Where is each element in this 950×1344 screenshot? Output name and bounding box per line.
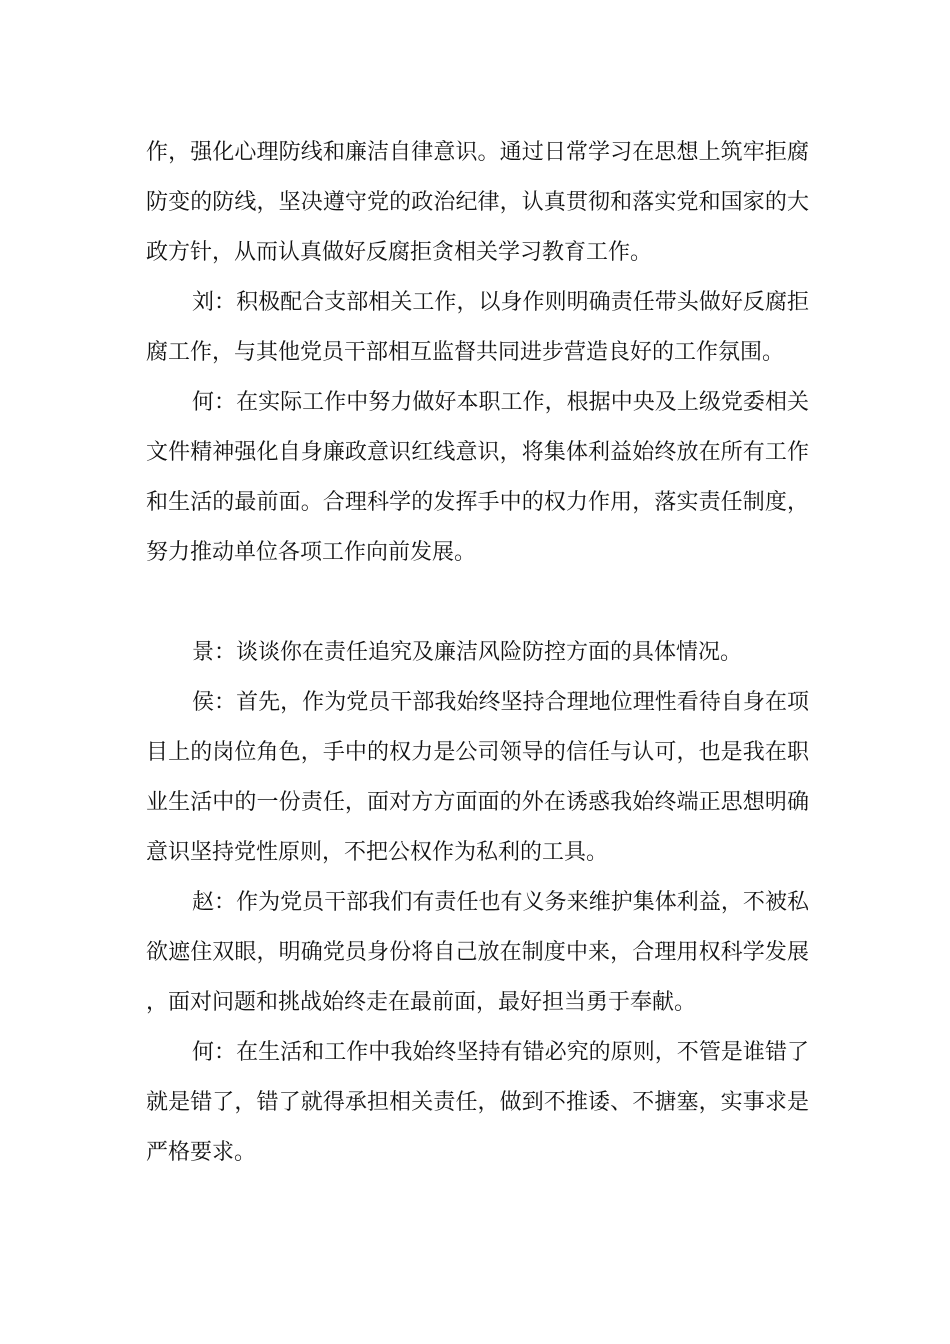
paragraph-jing-question: 景：谈谈你在责任追究及廉洁风险防控方面的具体情况。 bbox=[192, 640, 743, 665]
paragraph-he-1: 何：在实际工作中努力做好本职工作，根据中央及上级党委相关文件精神强化自身廉政意识红线意识，将集体利益始终放在所有工作和生活的最前面。合理科学的发挥手中的权力作用，落实责任制度，努力推动单位各项工作向前发展。 bbox=[146, 390, 809, 565]
paragraph-liu: 刘：积极配合支部相关工作，以身作则明确责任带头做好反腐拒腐工作，与其他党员干部相互监督共同进步营造良好的工作氛围。 bbox=[146, 290, 809, 365]
paragraph-he-2: 何：在生活和工作中我始终坚持有错必究的原则，不管是谁错了就是错了，错了就得承担相关责任，做到不推诿、不搪塞，实事求是严格要求。 bbox=[146, 1040, 809, 1165]
paragraph-zhao: 赵：作为党员干部我们有责任也有义务来维护集体利益，不被私欲遮住双眼，明确党员身份将自己放在制度中来，合理用权科学发展，面对问题和挑战始终走在最前面，最好担当勇于奉献。 bbox=[146, 890, 809, 1015]
document-body bbox=[146, 128, 809, 1178]
paragraph-continuation: 作，强化心理防线和廉洁自律意识。通过日常学习在思想上筑牢拒腐防变的防线，坚决遵守党的政治纪律，认真贯彻和落实党和国家的大政方针，从而认真做好反腐拒贪相关学习教育工作。 bbox=[146, 140, 809, 265]
section-gap bbox=[146, 578, 809, 628]
paragraph-hou: 侯：首先，作为党员干部我始终坚持合理地位理性看待自身在项目上的岗位角色，手中的权力是公司领导的信任与认可，也是我在职业生活中的一份责任，面对方方面面的外在诱惑我始终端正思想明确意识坚持党性原则，不把公权作为私利的工具。 bbox=[146, 690, 809, 865]
